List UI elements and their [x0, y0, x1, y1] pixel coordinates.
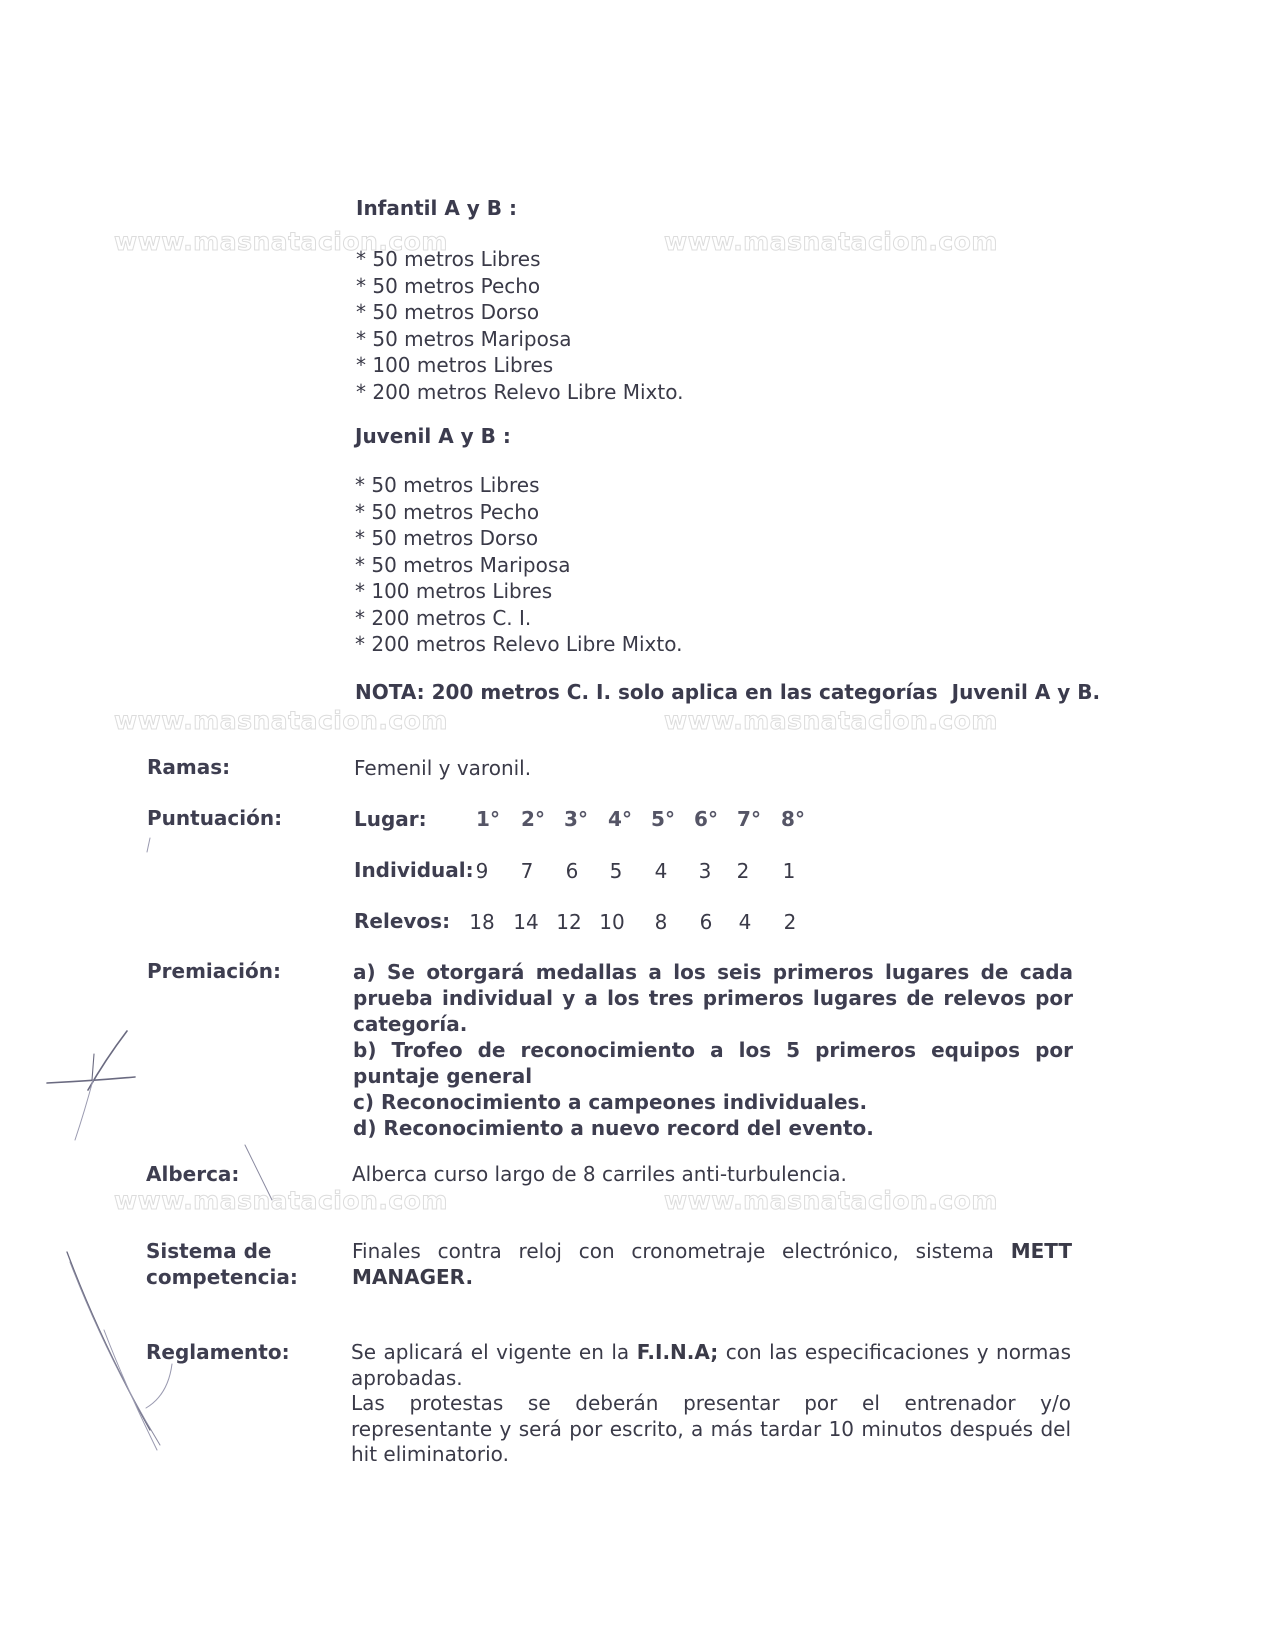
points-cell: 4: [738, 910, 752, 934]
points-cell: 7: [520, 859, 534, 883]
reglamento-paragraph-2: Las protestas se deberán presentar por el entrenador y/o representante y será por escrito, a más tardar 10 minutos después del hit eliminatorio.: [351, 1391, 1071, 1466]
lugar-label: Lugar:: [354, 807, 427, 831]
award-item: d) Reconocimiento a nuevo record del evento.: [353, 1116, 874, 1140]
points-cell: 4: [654, 859, 668, 883]
event-item: * 50 metros Dorso: [355, 526, 539, 550]
watermark: www.masnatacion.com: [664, 1186, 998, 1215]
alberca-stroke: [245, 1145, 272, 1200]
alberca-value: Alberca curso largo de 8 carriles anti-turbulencia.: [352, 1162, 847, 1186]
event-item: * 50 metros Libres: [356, 247, 541, 271]
reglamento-p1-text: Se aplicará el vigente en la: [351, 1340, 637, 1364]
points-cell: 2: [736, 859, 750, 883]
watermark: www.masnatacion.com: [114, 227, 448, 256]
fina-text: F.I.N.A;: [636, 1340, 719, 1364]
points-cell: 8: [654, 910, 668, 934]
nota-text: NOTA: 200 metros C. I. solo aplica en las categorías Juvenil A y B.: [355, 680, 1101, 704]
ramas-value: Femenil y varonil.: [354, 756, 532, 780]
reglamento-curve: [146, 1364, 172, 1408]
event-item: * 50 metros Dorso: [356, 300, 540, 324]
points-cell: 3: [698, 859, 712, 883]
points-cell: 2: [783, 910, 797, 934]
watermark: www.masnatacion.com: [664, 227, 998, 256]
event-item: * 100 metros Libres: [356, 353, 554, 377]
event-item: * 100 metros Libres: [355, 579, 553, 603]
sistema-value-bold: METT MANAGER.: [352, 1239, 1072, 1289]
award-item: c) Reconocimiento a campeones individuales.: [353, 1090, 868, 1114]
juvenil-heading: Juvenil A y B :: [355, 424, 511, 448]
event-item: * 200 metros C. I.: [355, 605, 532, 630]
puntuacion-label: Puntuación:: [147, 806, 283, 830]
points-cell: 5: [609, 859, 623, 883]
points-cell: 18: [469, 910, 495, 934]
points-cell: 6: [699, 910, 713, 934]
event-item: * 50 metros Pecho: [355, 499, 540, 524]
sistema-value-text: Finales contra reloj con cronometraje electrónico, sistema: [352, 1239, 1011, 1263]
points-cell: 9: [475, 859, 489, 883]
points-cell: 12: [556, 910, 582, 934]
signature-stroke-tail: [75, 1080, 93, 1140]
points-cell: 10: [599, 910, 625, 934]
signature-stroke-short: [92, 1054, 94, 1080]
award-item: b) Trofeo de reconocimiento a los 5 primeros equipos por puntaje general: [353, 1038, 1073, 1088]
alberca-label: Alberca:: [146, 1162, 240, 1186]
place-cell: 8°: [781, 807, 805, 831]
event-item: * 50 metros Libres: [355, 473, 540, 497]
margin-stroke-3: [104, 1330, 157, 1450]
event-item: * 50 metros Mariposa: [355, 552, 571, 577]
event-item: * 50 metros Pecho: [356, 273, 541, 298]
infantil-heading: Infantil A y B :: [356, 196, 517, 220]
place-cell: 5°: [651, 807, 675, 831]
points-cell: 6: [565, 859, 579, 883]
signature-stroke-horizontal: [47, 1077, 135, 1083]
reglamento-p1-suffix: con las especificaciones y normas aprobadas.: [351, 1340, 1071, 1390]
premiacion-label: Premiación:: [147, 959, 281, 983]
individual-label: Individual:: [354, 858, 474, 882]
place-cell: 7°: [737, 807, 761, 831]
place-cell: 4°: [608, 807, 632, 831]
sistema-label-line2: competencia:: [146, 1265, 298, 1289]
watermark: www.masnatacion.com: [664, 706, 998, 735]
margin-stroke-2: [70, 1262, 160, 1445]
event-item: * 200 metros Relevo Libre Mixto.: [356, 379, 684, 404]
watermark: www.masnatacion.com: [114, 706, 448, 735]
place-cell: 3°: [564, 807, 588, 831]
place-cell: 2°: [521, 807, 545, 831]
reglamento-label: Reglamento:: [146, 1340, 290, 1364]
relevos-label: Relevos:: [354, 909, 451, 933]
points-cell: 14: [513, 910, 539, 934]
watermark: www.masnatacion.com: [114, 1186, 448, 1215]
ramas-label: Ramas:: [147, 755, 231, 779]
event-item: * 200 metros Relevo Libre Mixto.: [355, 632, 683, 656]
award-item: a) Se otorgará medallas a los seis primeros lugares de cada prueba individual y a los tres primeros lugares de relevos por categoría.: [353, 960, 1073, 1036]
puntuacion-tick-mark: [147, 838, 150, 852]
place-cell: 6°: [694, 807, 718, 831]
event-item: * 50 metros Mariposa: [356, 326, 572, 351]
place-cell: 1°: [476, 807, 500, 831]
points-cell: 1: [782, 859, 796, 883]
sistema-label-line1: Sistema de: [146, 1239, 272, 1263]
